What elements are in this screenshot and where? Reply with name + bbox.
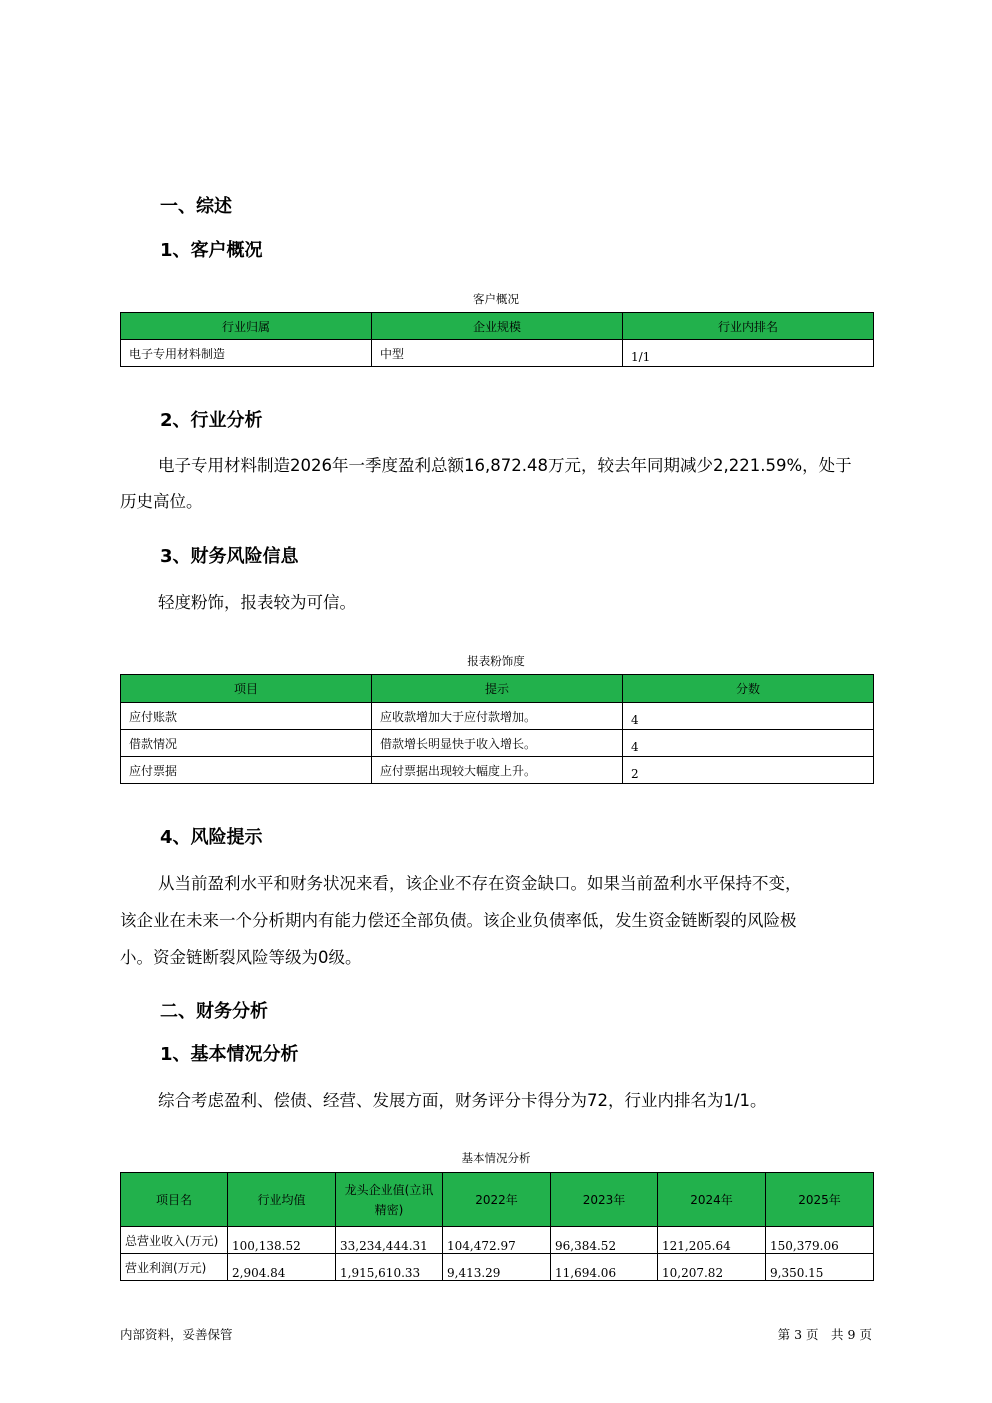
table-cell: 总营业收入(万元) [121,1227,228,1254]
risk-tip-line1: 从当前盈利水平和财务状况来看，该企业不存在资金缺口。如果当前盈利水平保持不变， [158,874,802,893]
table-cell: 2 [623,757,874,784]
window-dressing-table [120,674,874,784]
table-cell: 营业利润(万元) [121,1254,228,1281]
table-cell: 电子专用材料制造 [121,340,372,367]
table-header: 2024年 [658,1173,766,1227]
page-prefix: 第 [777,1327,791,1342]
table-cell: 150,379.06 [766,1227,874,1254]
table-cell: 借款情况 [121,730,372,757]
table-cell: 4 [623,730,874,757]
table-cell: 33,234,444.31 [336,1227,443,1254]
window-table-caption: 报表粉饰度 [467,654,525,668]
table-cell: 1/1 [623,340,874,367]
page-mid: 页 共 [806,1327,844,1342]
page-number: 3 [794,1327,803,1342]
table-cell: 1,915,610.33 [336,1254,443,1281]
table-cell: 4 [623,703,874,730]
table-header: 2025年 [766,1173,874,1227]
risk-tip-line2: 该企业在未来一个分析期内有能力偿还全部负债。该企业负债率低，发生资金链断裂的风险极 [120,911,797,930]
section-title-financial: 二、财务分析 [160,1001,268,1022]
table-header: 分数 [623,675,874,703]
table-header: 2023年 [551,1173,658,1227]
table-cell: 中型 [372,340,623,367]
table-cell: 借款增长明显快于收入增长。 [372,730,623,757]
table-row [121,730,874,757]
table-cell: 96,384.52 [551,1227,658,1254]
table-cell: 104,472.97 [443,1227,551,1254]
table-cell: 10,207.82 [658,1254,766,1281]
subsection-title-industry: 2、行业分析 [160,410,263,431]
customer-table-caption: 客户概况 [473,292,519,306]
table-header: 2022年 [443,1173,551,1227]
subsection-title-customer: 1、客户概况 [160,240,263,261]
subsection-title-basic: 1、基本情况分析 [160,1044,299,1065]
industry-text-line1: 电子专用材料制造2026年一季度盈利总额16,872.48万元，较去年同期减少2,221.59%，处于 [158,456,852,475]
risk-info-text: 轻度粉饰，报表较为可信。 [158,593,356,612]
customer-table [120,312,874,367]
table-row [121,1254,874,1281]
table-cell: 应付票据 [121,757,372,784]
risk-tip-line3: 小。资金链断裂风险等级为0级。 [120,948,362,967]
table-header: 企业规模 [372,313,623,340]
table-row [121,703,874,730]
table-header: 项目 [121,675,372,703]
page-total: 9 [847,1327,856,1342]
table-cell: 9,350.15 [766,1254,874,1281]
basic-analysis-text: 综合考虑盈利、偿债、经营、发展方面，财务评分卡得分为72，行业内排名为1/1。 [158,1091,767,1110]
basic-analysis-table [120,1172,874,1281]
footer-page-info [778,1325,872,1343]
table-cell: 9,413.29 [443,1254,551,1281]
table-header: 龙头企业值(立讯精密) [336,1173,443,1227]
table-cell: 121,205.64 [658,1227,766,1254]
table-header: 项目名 [121,1173,228,1227]
table-cell: 应付账款 [121,703,372,730]
table-header: 提示 [372,675,623,703]
table-row [121,1227,874,1254]
page-suffix: 页 [859,1327,872,1342]
table-header: 行业归属 [121,313,372,340]
section-title-overview: 一、综述 [160,196,232,217]
table-header: 行业均值 [228,1173,336,1227]
table-header: 行业内排名 [623,313,874,340]
table-cell: 应收款增加大于应付款增加。 [372,703,623,730]
industry-text-line2: 历史高位。 [120,492,203,511]
basic-table-caption: 基本情况分析 [461,1151,531,1165]
table-row [121,757,874,784]
table-cell: 11,694.06 [551,1254,658,1281]
table-cell: 100,138.52 [228,1227,336,1254]
table-cell: 2,904.84 [228,1254,336,1281]
table-cell: 应付票据出现较大幅度上升。 [372,757,623,784]
subsection-title-risk-info: 3、财务风险信息 [160,546,299,567]
subsection-title-risk-tip: 4、风险提示 [160,827,263,848]
footer-confidential: 内部资料，妥善保管 [120,1327,233,1342]
